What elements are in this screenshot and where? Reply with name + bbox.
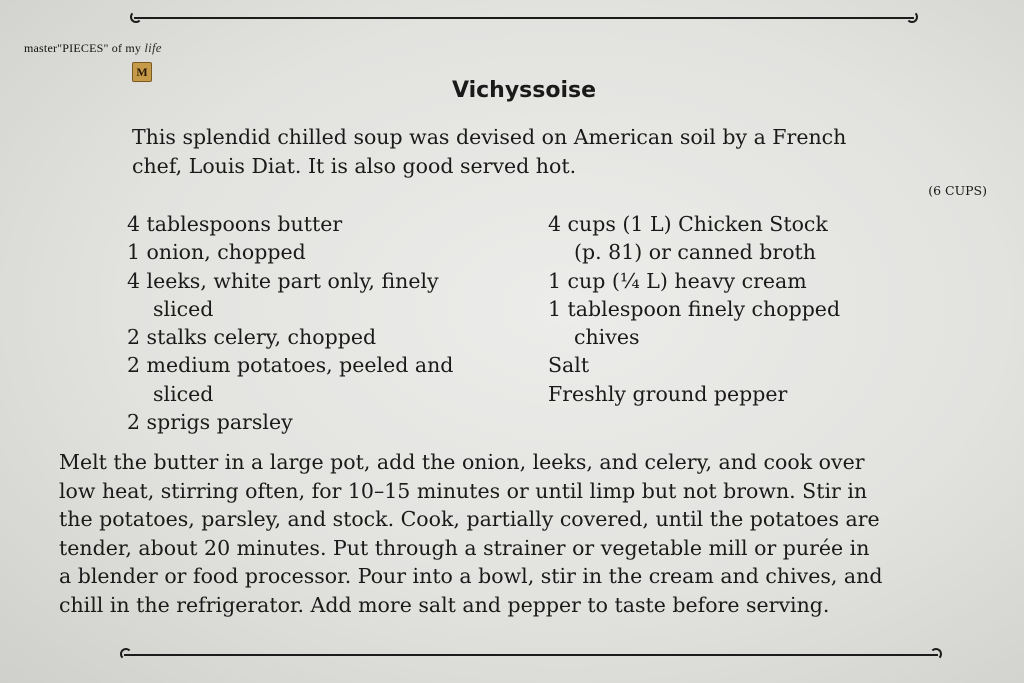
watermark-logo: M [132,62,152,82]
ingredient-item [127,408,527,436]
ingredient-item [548,210,968,267]
watermark-text [24,40,162,56]
ingredient-text: Freshly ground pepper [548,381,788,406]
ingredient-text: 4 tablespoons butter [127,212,343,236]
ingredient-item [548,267,968,295]
method-line: the potatoes, parsley, and stock. Cook, partially covered, until the potatoes are [59,507,880,532]
ingredient-text: 2 stalks celery, chopped [127,325,377,350]
ingredient-continuation: sliced [153,296,214,321]
recipe-title: Vichyssoise [451,78,597,103]
ingredient-text: 2 sprigs parsley [127,410,293,435]
method-line: low heat, stirring often, for 10–15 minutes or until limp but not brown. Stir in [59,478,868,503]
recipe-intro [132,123,952,181]
ingredient-text: 1 tablespoon finely chopped [548,296,841,321]
ingredients-right-column [548,210,968,408]
ingredient-text: 4 leeks, white part only, finely [127,268,439,293]
method-line: a blender or food processor. Pour into a bowl, stir in the cream and chives, and [59,564,883,589]
ingredient-text: 1 onion, chopped [127,240,306,265]
recipe-yield: (6 CUPS) [928,183,987,198]
ingredient-continuation: chives [574,325,640,350]
ingredient-item [127,210,527,238]
ingredient-item [548,295,968,352]
ingredient-item [127,238,527,266]
ingredients-left-column [127,210,527,436]
ingredient-continuation: (p. 81) or canned broth [574,240,816,265]
watermark-script: life [144,40,162,55]
ingredient-item [127,351,527,408]
top-ornamental-rule [134,17,914,19]
ingredient-text: 1 cup (¼ L) heavy cream [548,268,807,293]
ingredient-text: 4 cups (1 L) Chicken Stock [548,212,828,236]
bottom-ornamental-rule [124,654,938,656]
ingredient-continuation: sliced [153,381,214,406]
ingredient-item [127,267,527,324]
ingredient-text: 2 medium potatoes, peeled and [127,353,454,378]
watermark-prefix: master"PIECES" of my [24,41,142,55]
method-line: tender, about 20 minutes. Put through a strainer or vegetable mill or purée in [59,535,870,560]
ingredient-item [127,323,527,351]
ingredient-item [548,351,968,379]
ingredient-text: Salt [548,353,590,378]
intro-line: This splendid chilled soup was devised on American soil by a French [132,125,847,149]
ingredient-item [548,380,968,408]
method-line: Melt the butter in a large pot, add the onion, leeks, and celery, and cook over [59,450,865,474]
method-line: chill in the refrigerator. Add more salt and pepper to taste before serving. [59,592,830,617]
intro-line: chef, Louis Diat. It is also good served hot. [132,154,577,178]
recipe-method [59,448,1009,620]
